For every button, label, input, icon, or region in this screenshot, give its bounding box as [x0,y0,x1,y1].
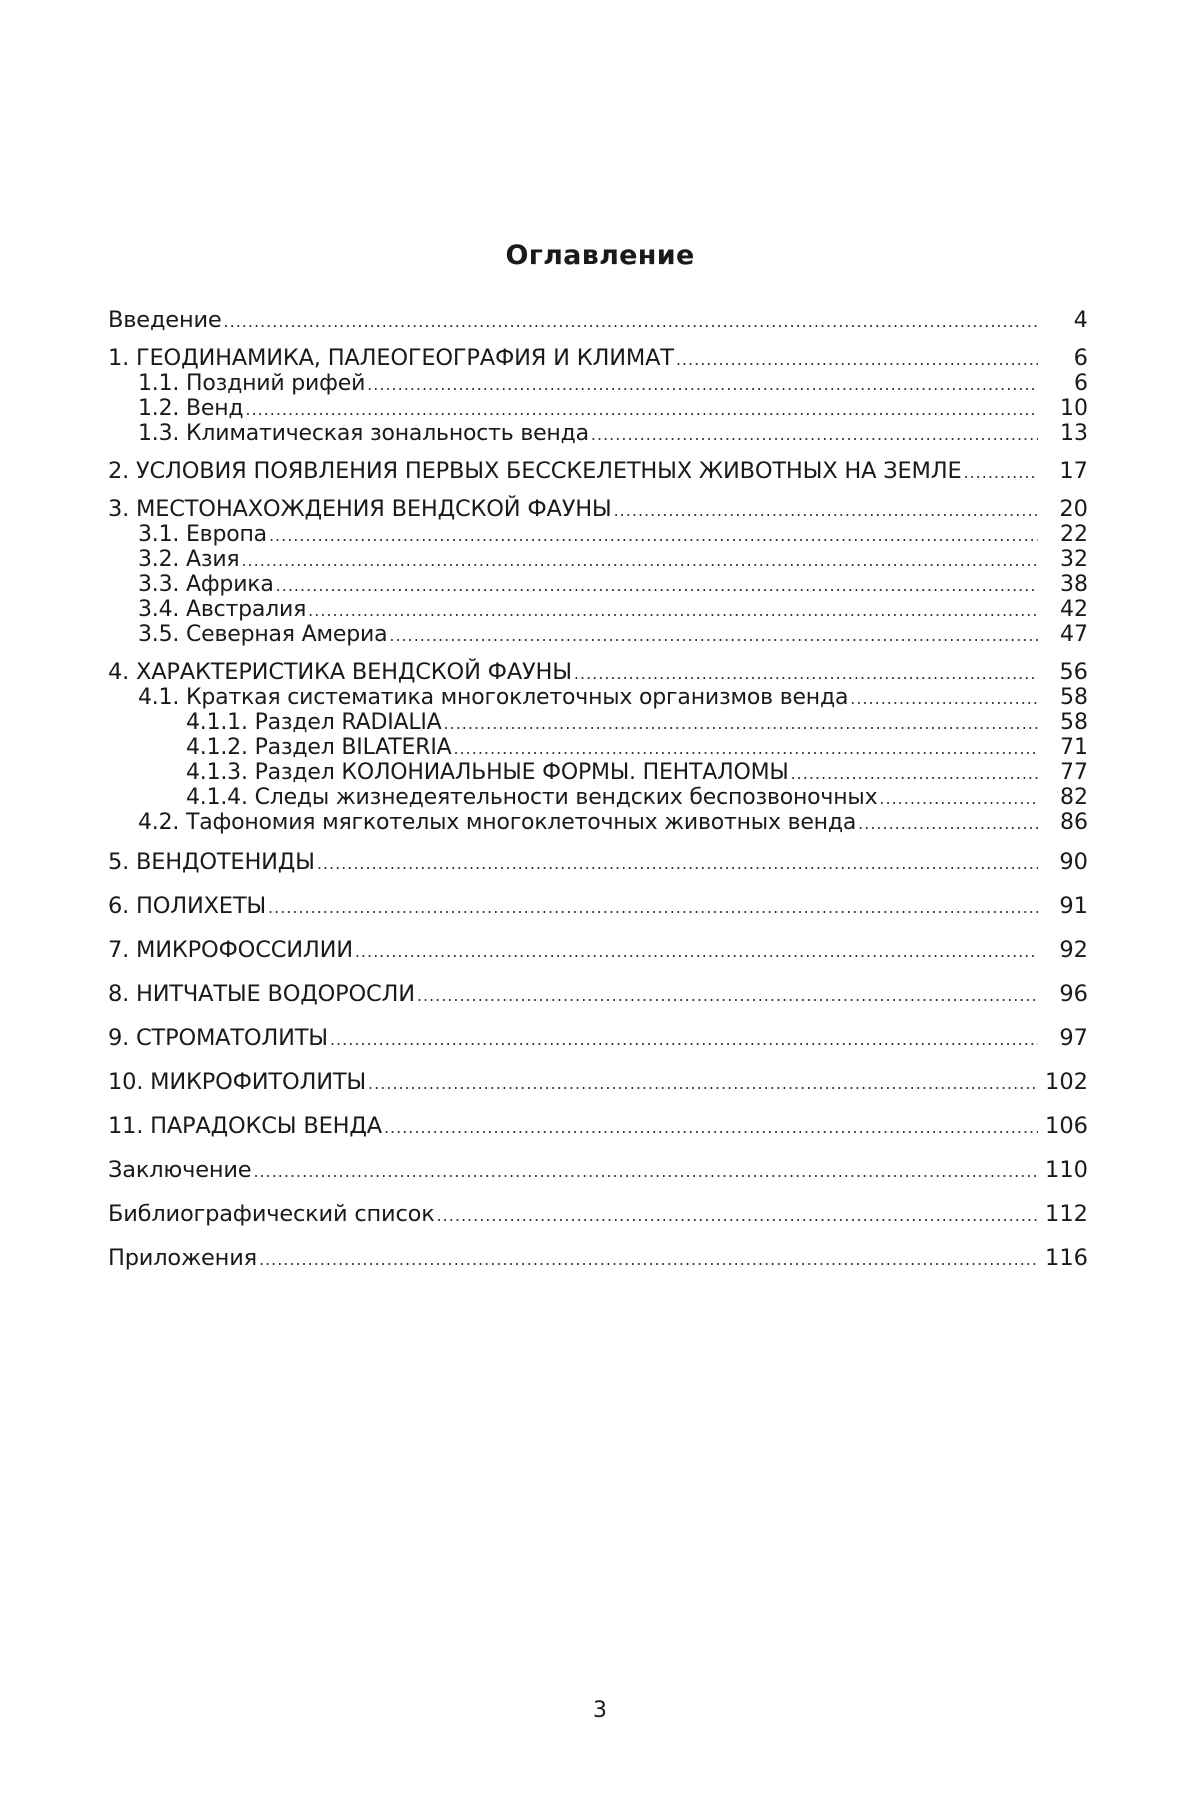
toc-entry-page: 4 [1073,307,1088,333]
toc-entry[interactable] [108,371,1088,396]
toc-dot-leader [389,626,1038,645]
toc-entry[interactable] [108,785,1088,810]
toc-entry-label: 4.1.4. Следы жизнедеятельности вендских беспозвоночных [186,785,878,810]
toc-dot-leader [453,739,1038,758]
toc-entry-page: 116 [1045,1245,1088,1271]
toc-entry-page: 10 [1060,396,1088,421]
toc-dot-leader [241,551,1038,570]
toc-entry[interactable] [108,937,1088,963]
toc-dot-leader [676,350,1038,369]
toc-dot-leader [791,764,1038,783]
toc-entry[interactable] [108,396,1088,421]
toc-dot-leader [317,854,1038,873]
toc-entry[interactable] [108,345,1088,371]
toc-dot-leader [268,898,1038,917]
toc-entry-label: 3.4. Австралия [138,597,307,622]
toc-entry-label: 4.1.2. Раздел BILATERIA [186,735,452,760]
toc-entry-page: 56 [1059,659,1088,685]
toc-entry-label: 4.1.1. Раздел RADIALIA [186,710,442,735]
toc-entry[interactable] [108,572,1088,597]
toc-entry-label: 11. ПАРАДОКСЫ ВЕНДА [108,1113,382,1139]
toc-dot-leader [330,1030,1038,1049]
toc-entry[interactable] [108,893,1088,919]
toc-entry-page: 32 [1060,547,1088,572]
page-title: Оглавление [505,240,695,271]
toc-entry-page: 91 [1059,893,1088,919]
toc-entry[interactable] [108,1025,1088,1051]
toc-entry[interactable] [108,810,1088,835]
toc-entry[interactable] [108,710,1088,735]
toc-dot-leader [963,463,1038,482]
toc-entry-label: 6. ПОЛИХЕТЫ [108,893,267,919]
toc-entry-page: 13 [1060,421,1088,446]
toc-entry-page: 110 [1045,1157,1088,1183]
toc-dot-leader [269,526,1038,545]
toc-entry-page: 106 [1045,1113,1088,1139]
toc-entry-label: 2. УСЛОВИЯ ПОЯВЛЕНИЯ ПЕРВЫХ БЕССКЕЛЕТНЫХ ЖИВОТНЫХ НА ЗЕМЛЕ [108,458,962,484]
toc-entry[interactable] [108,522,1088,547]
toc-entry-label: Библиографический список [108,1201,435,1227]
toc-dot-leader [276,576,1038,595]
toc-entry[interactable] [108,760,1088,785]
toc-entry-label: 10. МИКРОФИТОЛИТЫ [108,1069,367,1095]
toc-entry[interactable] [108,735,1088,760]
toc-entry[interactable] [108,1245,1088,1271]
table-of-contents [108,307,1088,1271]
toc-entry[interactable] [108,1157,1088,1183]
toc-dot-leader [368,1074,1038,1093]
toc-entry-page: 71 [1060,735,1088,760]
toc-entry-page: 47 [1060,622,1088,647]
toc-dot-leader [367,375,1038,394]
toc-entry[interactable] [108,1201,1088,1227]
toc-entry-page: 58 [1060,710,1088,735]
toc-entry-label: 4.1.3. Раздел КОЛОНИАЛЬНЫЕ ФОРМЫ. ПЕНТАЛОМЫ [186,760,789,785]
toc-dot-leader [417,986,1038,1005]
toc-entry-label: Приложения [108,1245,257,1271]
toc-entry-label: Заключение [108,1157,252,1183]
toc-dot-leader [259,1250,1038,1269]
toc-entry-page: 22 [1060,522,1088,547]
toc-entry-label: 1.1. Поздний рифей [138,371,366,396]
toc-entry-page: 20 [1059,496,1088,522]
toc-entry-label: 8. НИТЧАТЫЕ ВОДОРОСЛИ [108,981,415,1007]
toc-entry-page: 92 [1059,937,1088,963]
toc-dot-leader [355,942,1038,961]
toc-entry-label: 3.2. Азия [138,547,240,572]
toc-entry-page: 97 [1059,1025,1088,1051]
toc-entry-label: 3. МЕСТОНАХОЖДЕНИЯ ВЕНДСКОЙ ФАУНЫ [108,496,612,522]
toc-entry-page: 86 [1060,810,1088,835]
toc-entry[interactable] [108,685,1088,710]
toc-entry-page: 6 [1073,345,1088,371]
toc-dot-leader [245,400,1038,419]
toc-dot-leader [850,689,1038,708]
toc-entry-page: 17 [1059,458,1088,484]
toc-entry-label: 1.2. Венд [138,396,244,421]
toc-entry[interactable] [108,307,1088,333]
toc-entry[interactable] [108,1069,1088,1095]
toc-entry-page: 90 [1059,849,1088,875]
toc-dot-leader [858,814,1038,833]
toc-entry-label: 4.2. Тафономия мягкотелых многоклеточных животных венда [138,810,857,835]
toc-entry-page: 6 [1074,371,1088,396]
toc-entry-page: 77 [1060,760,1088,785]
toc-entry[interactable] [108,421,1088,446]
toc-dot-leader [444,714,1038,733]
toc-dot-leader [384,1118,1038,1137]
toc-dot-leader [308,601,1038,620]
toc-entry-label: Введение [108,307,222,333]
toc-dot-leader [224,312,1038,331]
toc-entry[interactable] [108,496,1088,522]
toc-entry-page: 96 [1059,981,1088,1007]
toc-entry-page: 58 [1060,685,1088,710]
toc-entry-label: 1.3. Климатическая зональность венда [138,421,589,446]
toc-dot-leader [437,1206,1038,1225]
toc-dot-leader [253,1162,1038,1181]
toc-entry[interactable] [108,1113,1088,1139]
toc-entry-page: 102 [1045,1069,1088,1095]
toc-entry-label: 4.1. Краткая систематика многоклеточных организмов венда [138,685,849,710]
toc-entry[interactable] [108,597,1088,622]
page-number: 3 [593,1698,607,1723]
toc-dot-leader [879,789,1038,808]
toc-dot-leader [591,425,1038,444]
toc-entry-label: 3.1. Европа [138,522,267,547]
toc-entry-page: 38 [1060,572,1088,597]
toc-entry-label: 3.5. Северная Америа [138,622,388,647]
toc-entry[interactable] [108,659,1088,685]
toc-entry[interactable] [108,622,1088,647]
toc-entry-label: 4. ХАРАКТЕРИСТИКА ВЕНДСКОЙ ФАУНЫ [108,659,572,685]
toc-dot-leader [574,664,1038,683]
toc-dot-leader [614,501,1038,520]
toc-entry-label: 9. СТРОМАТОЛИТЫ [108,1025,328,1051]
toc-entry-page: 42 [1060,597,1088,622]
toc-entry-label: 1. ГЕОДИНАМИКА, ПАЛЕОГЕОГРАФИЯ И КЛИМАТ [108,345,674,371]
toc-entry[interactable] [108,458,1088,484]
toc-entry[interactable] [108,547,1088,572]
toc-entry[interactable] [108,981,1088,1007]
toc-entry-page: 82 [1060,785,1088,810]
toc-entry-label: 3.3. Африка [138,572,274,597]
toc-entry-page: 112 [1045,1201,1088,1227]
toc-entry-label: 5. ВЕНДОТЕНИДЫ [108,849,315,875]
toc-entry-label: 7. МИКРОФОССИЛИИ [108,937,353,963]
toc-entry[interactable] [108,849,1088,875]
